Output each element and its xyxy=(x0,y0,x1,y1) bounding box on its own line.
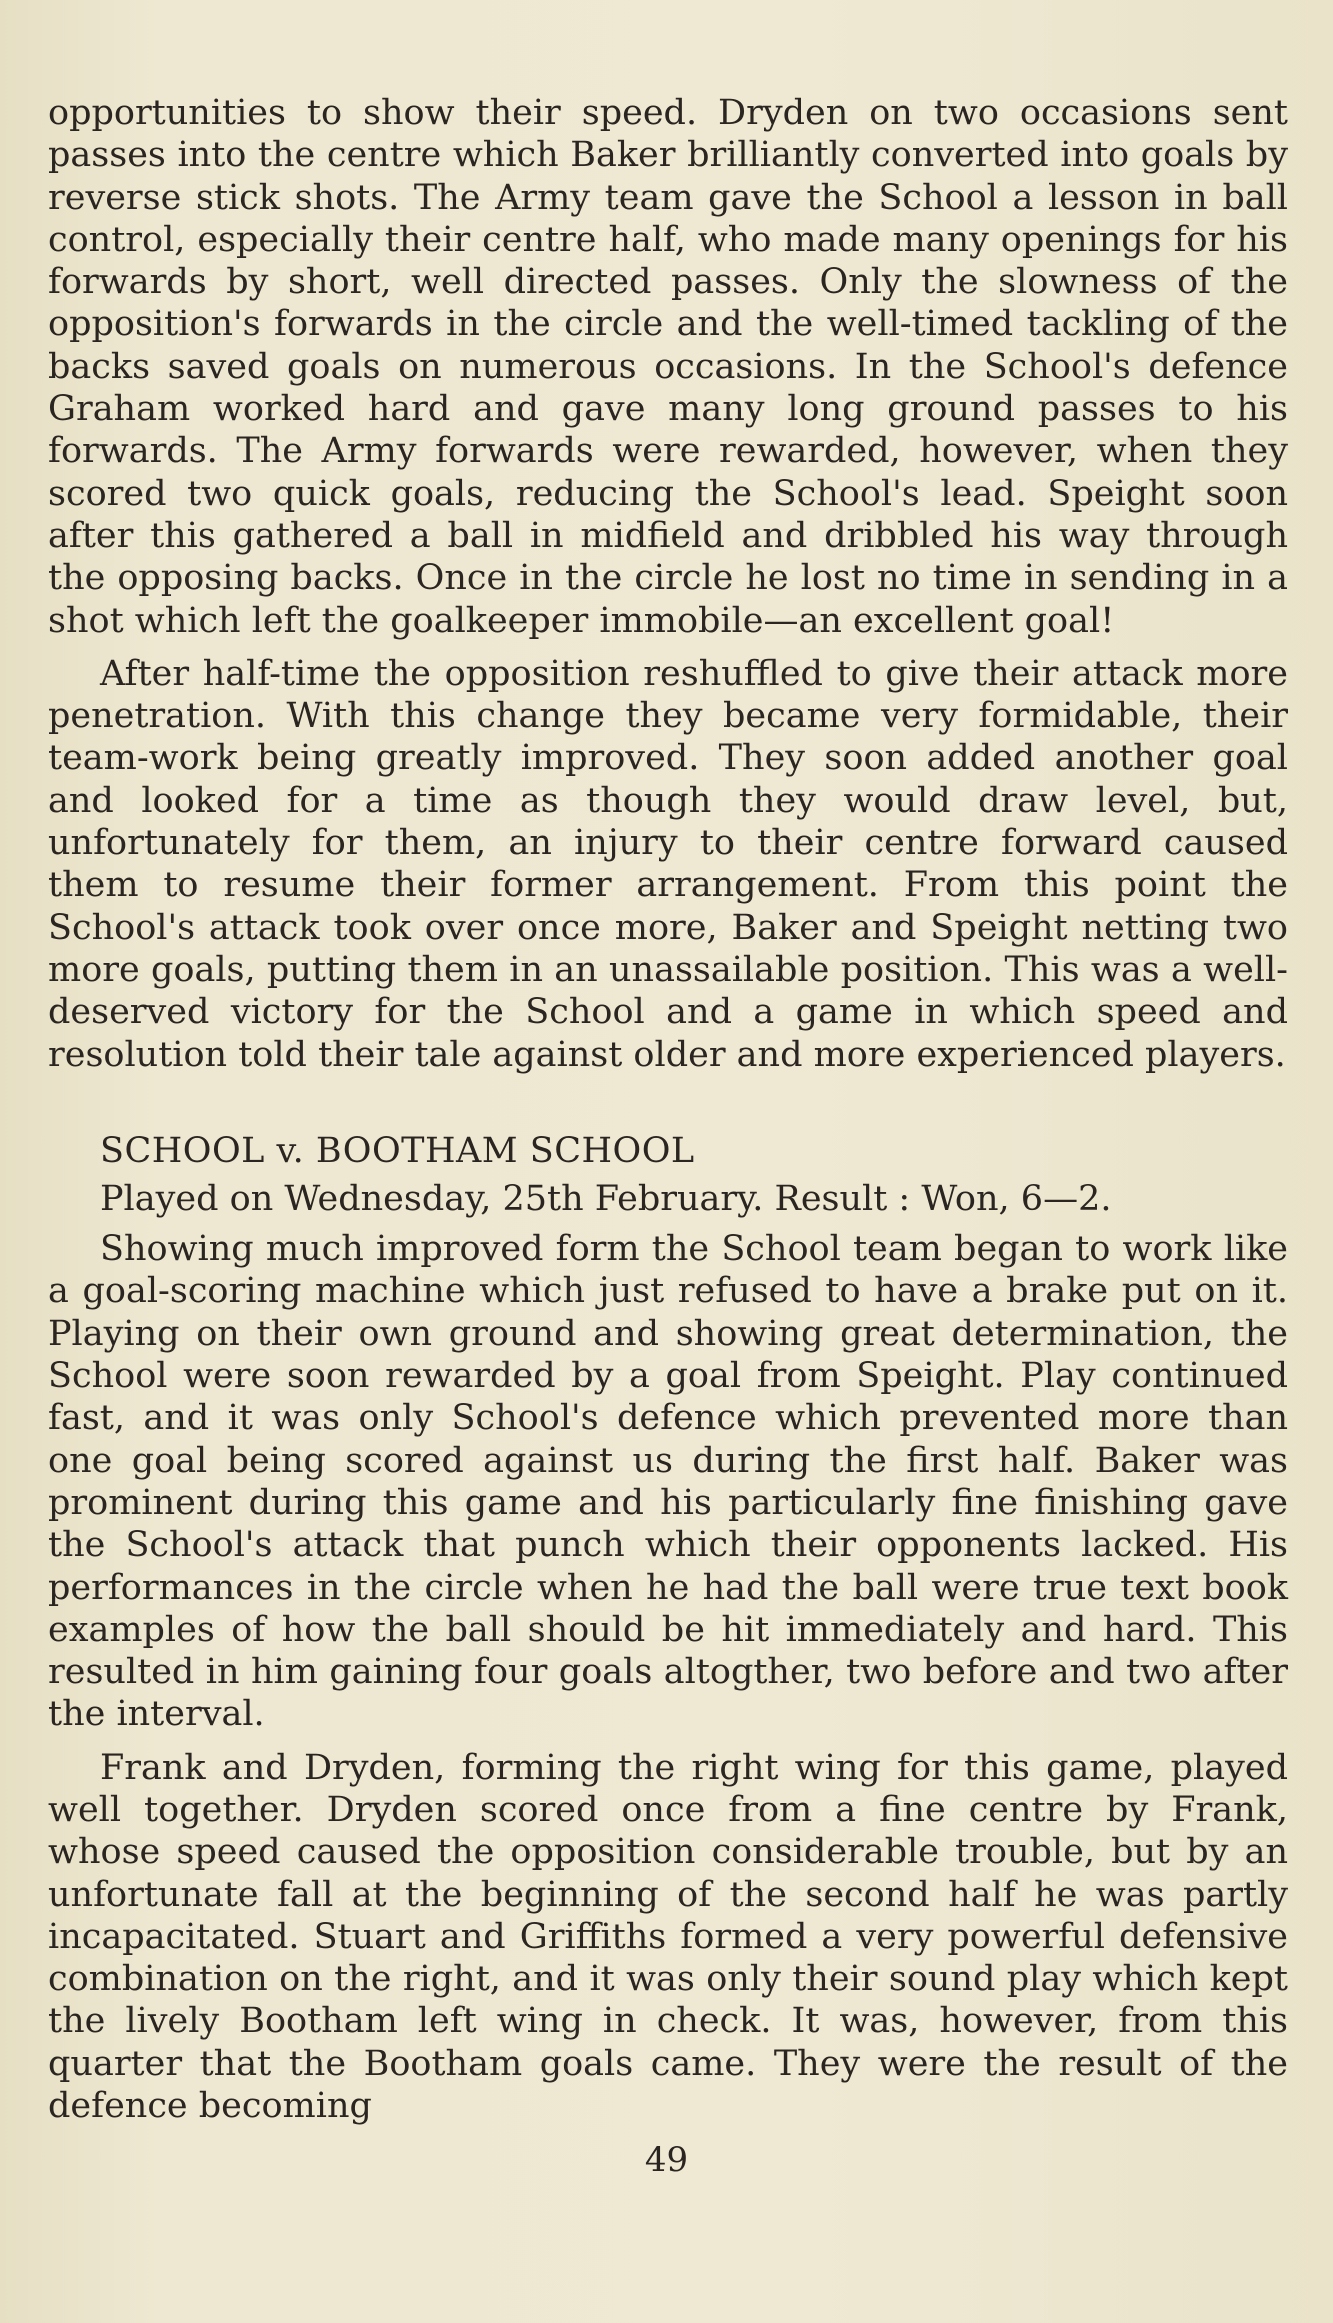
paragraph-army-second-half: After half-time the opposition reshuffled to give their attack more penetration. With this change they became very formidable, their team-work being greatly improved. They soon added another goal and looked for a time as though they would draw level, but, unfortunately for them, an injury to their centre forward caused them to resume their former arrangement. From this point the School's attack took over once more, Baker and Speight netting two more goals, putting them in an unassailable position. This was a well-deserved victory for the School and a game in which speed and resolution told their tale against older and more experienced players. xyxy=(48,653,1288,1075)
body-text xyxy=(48,92,1288,2127)
paragraph-army-match-continued: opportunities to show their speed. Dryden on two occasions sent passes into the centre which Baker brilliantly converted into goals by reverse stick shots. The Army team gave the School a lesson in ball control, especially their centre half, who made many openings for his forwards by short, well directed passes. Only the slowness of the opposition's forwards in the circle and the well-timed tackling of the backs saved goals on numerous occasions. In the School's defence Graham worked hard and gave many long ground passes to his forwards. The Army forwards were rewarded, however, when they scored two quick goals, reducing the School's lead. Speight soon after this gathered a ball in midfield and dribbled his way through the opposing backs. Once in the circle he lost no time in sending in a shot which left the goalkeeper immobile—an excellent goal! xyxy=(48,93,1288,641)
section-heading: SCHOOL v. BOOTHAM SCHOOL xyxy=(100,1130,695,1171)
paragraph-bootham-first: Showing much improved form the School team began to work like a goal-scoring machine which just refused to have a brake put on it. Playing on their own ground and showing great determination, the School were soon rewarded by a goal from Speight. Play continued fast, and it was only School's defence which prevented more than one goal being scored against us during the first half. Baker was prominent during this game and his particularly fine finishing gave the School's attack that punch which their opponents lacked. His performances in the circle when he had the ball were true text book examples of how the ball should be hit immediately and hard. This resulted in him gaining four goals altogther, two before and two after the interval. xyxy=(48,1229,1288,1735)
page-number: 49 xyxy=(644,2140,689,2180)
match-result-line: Played on Wednesday, 25th February. Result : Won, 6—2. xyxy=(100,1178,1112,1219)
paragraph-bootham-second: Frank and Dryden, forming the right wing for this game, played well together. Dryden scored once from a fine centre by Frank, whose speed caused the opposition considerable trouble, but by an unfortunate fall at the beginning of the second half he was partly incapacitated. Stuart and Griffiths formed a very powerful defensive combination on the right, and it was only their sound play which kept the lively Bootham left wing in check. It was, however, from this quarter that the Bootham goals came. They were the result of the defence becoming xyxy=(48,1747,1288,2127)
